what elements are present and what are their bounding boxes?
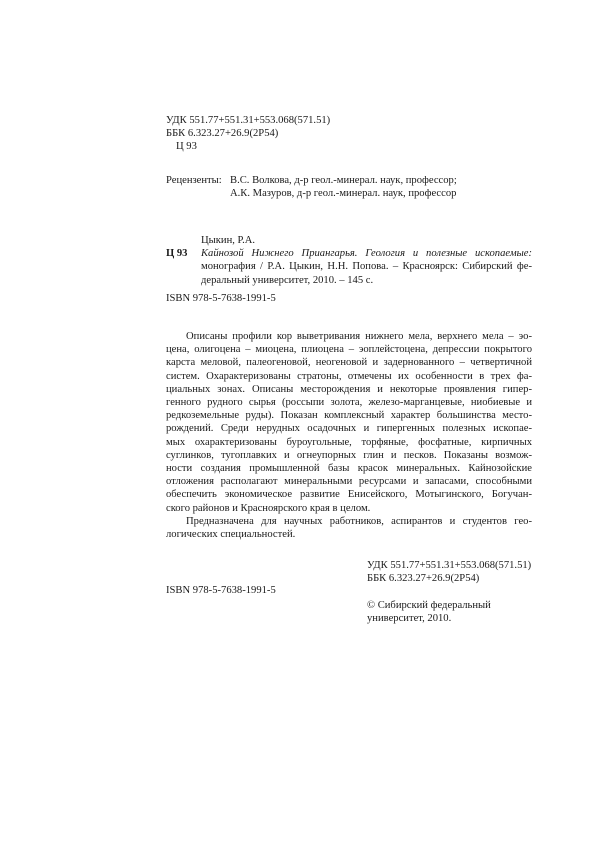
abstract-line: редкоземельные руды). Показан комплексный характер большинства место-: [166, 410, 532, 422]
reviewer-name: В.С. Волкова, д-р геол.-минерал. наук, профессор;: [230, 175, 457, 186]
abstract-line: цена, олигоцена – миоцена, плиоцена – эоплейстоцена, депрессии покрытого: [166, 344, 532, 356]
abstract-line: циальных зонах. Описаны месторождения и некоторые проявления гипер-: [166, 383, 532, 395]
classification-block-bottom: [367, 559, 531, 585]
catalog-title-row: [166, 247, 532, 260]
abstract: [166, 330, 532, 541]
abstract-line: суглинков, тугоплавких и огнеупорных глин и песков. Показаны возмож-: [166, 449, 532, 461]
author-mark: Ц 93: [176, 141, 197, 153]
abstract-line: обеспечить экономическое развитие Енисейского, Мотыгинского, Богучан-: [166, 489, 532, 501]
classification-block-top: [166, 114, 330, 154]
copyright-block: [367, 599, 491, 625]
abstract-line: карста меловой, палеогеновой, неогеновой и задернованного – четвертичной: [166, 357, 532, 369]
isbn-text: ISBN 978-5-7638-1991-5: [166, 585, 276, 596]
udk-code: УДК 551.77+551.31+553.068(571.51): [166, 115, 331, 126]
abstract-line: логических специальностей.: [166, 529, 296, 541]
abstract-line: Предназначена для научных работников, аспирантов и студентов гео-: [186, 515, 532, 527]
bbk-code: ББК 6.323.27+26.9(2Р54): [367, 573, 480, 585]
reviewer-name: А.К. Мазуров, д-р геол.-минерал. наук, профессор: [230, 188, 457, 200]
abstract-line: ского районов и Красноярского края в целом.: [166, 502, 371, 514]
copyright-line: © Сибирский федеральный: [367, 600, 491, 611]
abstract-line: мых охарактеризованы буроугольные, торфяные, фосфатные, кирпичных: [166, 436, 532, 448]
catalog-line: монография / Р.А. Цыкин, Н.Н. Попова. – Красноярск: Сибирский фе-: [201, 261, 532, 273]
udk-code: УДК 551.77+551.31+553.068(571.51): [367, 560, 532, 571]
abstract-line: отложения располагают минеральными ресурсами и запасами, способными: [166, 476, 532, 488]
isbn-top: [166, 292, 276, 305]
abstract-line: рождений. Среди нерудных осадочных и гипергенных полезных ископае-: [166, 423, 532, 435]
abstract-line: Описаны профили кор выветривания нижнего мела, верхнего мела – эо-: [186, 331, 532, 342]
catalog-code: Ц 93: [166, 248, 188, 260]
abstract-paragraph: [166, 330, 532, 515]
reviewers-list: [230, 174, 457, 200]
reviewers-label: Рецензенты:: [166, 175, 222, 186]
copyright-line: университет, 2010.: [367, 613, 452, 625]
catalog-author: Цыкин, Р.А.: [201, 235, 256, 246]
catalog-title: Кайнозой Нижнего Приангарья. Геология и полезные ископаемые:: [201, 248, 532, 260]
isbn-bottom: [166, 584, 276, 597]
abstract-line: генного рудного сырья (россыпи золота, железо-марганцевые, ниобиевые и: [166, 397, 532, 409]
abstract-line: систем. Охарактеризованы стратоны, отмечены их особенности в трех фа-: [166, 370, 532, 382]
abstract-paragraph: [166, 515, 532, 541]
catalog-line: деральный университет, 2010. – 145 с.: [201, 274, 374, 286]
bbk-code: ББК 6.323.27+26.9(2Р54): [166, 128, 279, 140]
abstract-line: ности создания промышленной базы красок минеральных. Кайнозойские: [166, 463, 532, 475]
catalog-card: [166, 234, 532, 287]
isbn-text: ISBN 978-5-7638-1991-5: [166, 293, 276, 304]
